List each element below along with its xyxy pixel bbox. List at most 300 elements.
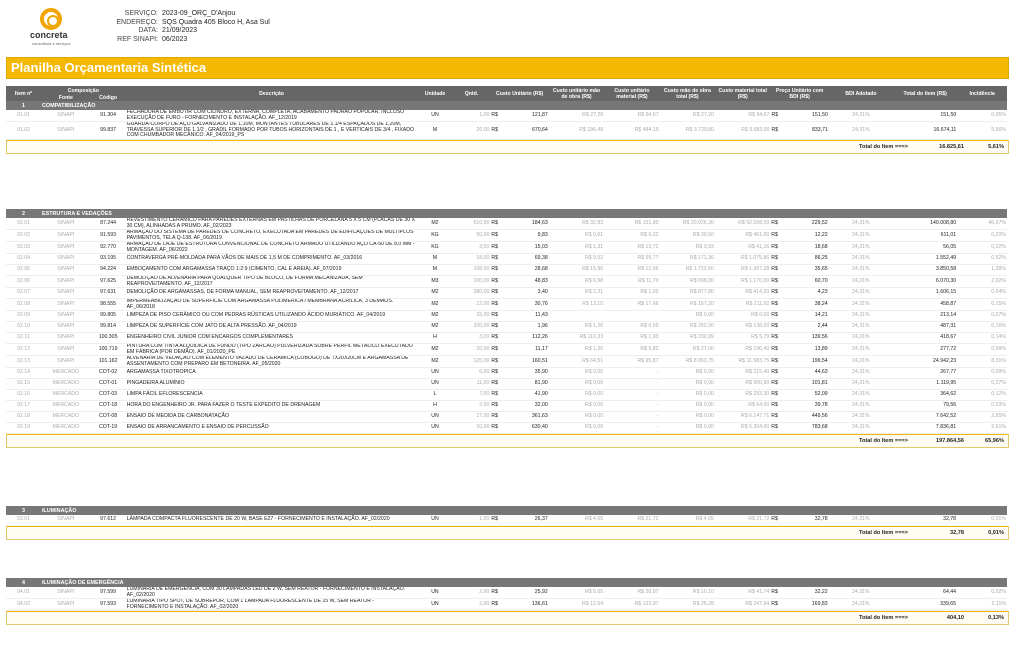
cell: 140.008,80 [893, 218, 957, 230]
cell: 02.01 [6, 218, 41, 230]
cell: ALVENARIA DE VEDAÇÃO COM ELEMENTO VAZADO DE CERÂMICA (COBOGÓ) DE 7X20X20CM E ARGAMASSA DE ASSENTAMENTO COM PREPARO EM BETONEIRA. AF_05/2020 [126, 356, 418, 368]
cell: M2 [417, 322, 452, 333]
cell: MERCADO [41, 390, 91, 401]
cell: R$ 12,66 [604, 265, 659, 276]
cell: 2,00 [452, 599, 490, 611]
cell: R$ 6.147,71 [715, 412, 770, 423]
cell: R$ 9.683,00 [715, 122, 770, 140]
cell: 1.606,15 [893, 288, 957, 299]
header-unid: Unidade [418, 86, 453, 101]
cell: 94.224 [91, 265, 126, 276]
cell: R$ 9,82 [604, 344, 659, 356]
cell: 86,25 [788, 254, 829, 265]
cell: UN [417, 412, 452, 423]
cell: M [417, 254, 452, 265]
cell: 11,43 [508, 311, 549, 322]
cell: 0,01% [957, 515, 1007, 526]
cell: 97.612 [91, 515, 126, 526]
cell: 99.837 [91, 122, 126, 140]
cell: R$ [490, 265, 508, 276]
cell: 97.631 [91, 288, 126, 299]
cell: 0,37% [957, 379, 1007, 390]
cell: R$ [490, 587, 508, 599]
cell: R$ [490, 218, 508, 230]
header-desc: Descrição [126, 86, 418, 101]
cell: SINAPI [41, 230, 91, 242]
cell: R$ 4,65 [660, 515, 715, 526]
cell: R$ 0,00 [660, 390, 715, 401]
cell: R$ [490, 344, 508, 356]
section-name: ILUMINAÇÃO [41, 506, 1007, 515]
cell: R$ [770, 242, 788, 254]
section-total-pct: 0,13% [988, 615, 1004, 621]
cell: 1.119,95 [893, 379, 957, 390]
meta-line [108, 19, 270, 28]
cell: R$ [770, 379, 788, 390]
table-row [6, 254, 1007, 265]
cell: SINAPI [41, 322, 91, 333]
cell: 15,03 [508, 242, 549, 254]
table-row [6, 276, 1007, 288]
logo-name: concreta [30, 30, 68, 40]
cell: PINTURA COM TINTA ALQUÍDICA DE FUNDO (TIPO ZARCÃO) PULVERIZADA SOBRE PERFIL METÁLICO EXECUTADO EM FÁBRICA (POR DEMÃO). AF_01/2020_PE [126, 344, 418, 356]
cell: PINGADEIRA ALUMÍNIO [126, 379, 418, 390]
cell: 7.836,81 [893, 423, 957, 434]
cell: R$ [490, 390, 508, 401]
cell: SINAPI [41, 110, 91, 122]
cell: 30,76 [508, 299, 549, 311]
cell: 24,31% [829, 311, 893, 322]
cell: 5,56% [957, 122, 1007, 140]
cell: R$ 157,20 [660, 299, 715, 311]
cell: 610,00 [452, 218, 490, 230]
cell: 98.555 [91, 299, 126, 311]
cell: 02.02 [6, 230, 41, 242]
cell: L [417, 390, 452, 401]
cell: COT-02 [91, 368, 126, 379]
table-row [6, 230, 1007, 242]
cell: SINAPI [41, 587, 91, 599]
cell: R$ 1.170,00 [715, 276, 770, 288]
cell: 121,87 [508, 110, 549, 122]
cell: 3,00 [452, 333, 490, 344]
cell: SINAPI [41, 218, 91, 230]
cell: 1,00 [453, 110, 491, 122]
cell: 1.552,49 [893, 254, 957, 265]
cell: R$ 293,30 [715, 390, 770, 401]
cell: 87.244 [91, 218, 126, 230]
cell: UN [417, 515, 452, 526]
cell: UN [417, 368, 452, 379]
cell: 0,05% [957, 110, 1007, 122]
section-number: 2 [6, 209, 41, 218]
cell: R$ 330,99 [660, 333, 715, 344]
cell: LÂMPADA COMPACTA FLUORESCENTE DE 20 W, BASE E27 - FORNECIMENTO E INSTALAÇÃO. AF_02/2020 [126, 515, 418, 526]
cell: 3.850,58 [893, 265, 957, 276]
cell: 25,92 [508, 587, 549, 599]
header-fonte: Fonte [41, 95, 91, 101]
cell: 32,22 [788, 587, 829, 599]
cell: R$ [490, 515, 508, 526]
cell: R$ 59,77 [604, 254, 659, 265]
cell: 139,56 [788, 333, 829, 344]
cell: 50,00 [452, 230, 490, 242]
cell: 44,63 [788, 368, 829, 379]
cell: - [604, 423, 659, 434]
cell: 0,03% [957, 401, 1007, 412]
cell: UN [418, 110, 453, 122]
cell: 52,09 [788, 390, 829, 401]
cell: R$ [770, 599, 788, 611]
cell: 02.09 [6, 311, 41, 322]
cell: LUMINÁRIA DE EMERGÊNCIA, COM 30 LÂMPADAS LED DE 2 W, SEM REATOR - FORNECIMENTO E INSTALAÇÃO. AF_02/2020 [126, 587, 418, 599]
cell: R$ [490, 110, 508, 122]
cell: 100.305 [91, 333, 126, 344]
cell: 0,52% [957, 254, 1007, 265]
table-row [6, 423, 1007, 434]
cell: MERCADO [41, 423, 91, 434]
cell: 630,40 [508, 423, 549, 434]
cell: 04.01 [6, 587, 41, 599]
cell: R$ [490, 254, 508, 265]
cell: M [417, 265, 452, 276]
cell: 3,00 [452, 242, 490, 254]
cell: 0,02% [957, 242, 1007, 254]
section-table [6, 209, 1007, 434]
cell: SINAPI [41, 599, 91, 611]
cell: 112,26 [508, 333, 549, 344]
cell: R$ 1,35 [549, 344, 604, 356]
cell: R$ [770, 110, 788, 122]
section-total-bar [6, 434, 1009, 448]
cell: 2,00 [452, 401, 490, 412]
cell: SINAPI [41, 242, 91, 254]
cell: H [417, 401, 452, 412]
cell: 02.07 [6, 288, 41, 299]
cell: COT-03 [91, 390, 126, 401]
cell: R$ 9,22 [604, 230, 659, 242]
table-row [6, 515, 1007, 526]
cell: R$ 6,98 [549, 276, 604, 288]
cell: R$ [490, 379, 508, 390]
section-group-row [6, 209, 1007, 218]
cell: R$ [490, 401, 508, 412]
cell: FECHADURA DE EMBUTIR COM CILINDRO, EXTERNA, COMPLETA, ACABAMENTO PADRÃO POPULAR, INCLUSO EXECUÇÃO DE FURO - FORNECIMENTO E INSTALAÇÃO. AF_12/2019 [126, 110, 418, 122]
cell: 169,83 [788, 599, 829, 611]
header-cu: Custo Unitário (R$) [490, 86, 548, 101]
cell: R$ 6.304,00 [715, 423, 770, 434]
cell: GUARDA-CORPO DE AÇO GALVANIZADO DE 1,10M, MONTANTES TUBULARES DE 1.1/4 ESPAÇADOS DE 1,20M, TRAVESSA SUPERIOR DE 1.1/2 , GRADIL FORMADO POR TUBOS HORIZONTAIS DE 1 , E VERTICAIS DE 3/4 , FIXADO COM CHUMBADOR MECÂNICO. AF_04/2019_PS [126, 122, 418, 140]
cell: R$ [490, 276, 508, 288]
cell: SINAPI [41, 356, 91, 368]
cell: 26,37 [508, 515, 549, 526]
cell: R$ 8.063,75 [660, 356, 715, 368]
cell: 46,67% [957, 218, 1007, 230]
cell: 7.642,52 [893, 412, 957, 423]
cell: R$ 2,31 [549, 288, 604, 299]
cell: COT-18 [91, 401, 126, 412]
logo-subtitle: consultoria e serviços [32, 41, 71, 46]
cell: H [417, 333, 452, 344]
cell: - [604, 401, 659, 412]
cell: 0,14% [957, 333, 1007, 344]
header-total: Total do item (R$) [893, 86, 957, 101]
cell: R$ 138,00 [715, 322, 770, 333]
cell: 24,31% [829, 356, 893, 368]
cell: 24,31% [829, 110, 893, 122]
table-row [6, 412, 1007, 423]
cell: R$ 3,93 [660, 242, 715, 254]
cell: 24,31% [829, 344, 893, 356]
cell: 100.719 [91, 344, 126, 356]
cell: R$ 1,26 [549, 322, 604, 333]
cell: 3,40 [508, 288, 549, 299]
cell: 2,02% [957, 276, 1007, 288]
cell: - [604, 390, 659, 401]
header-cmo: Custo mão de obra total (R$) [660, 86, 715, 101]
cell: 339,65 [893, 599, 957, 611]
table-row [6, 587, 1007, 599]
cell: EMBOÇAMENTO COM ARGAMASSA TRAÇO 1:2:9 (CIMENTO, CAL E AREIA). AF_07/2019 [126, 265, 418, 276]
cell: 02.13 [6, 356, 41, 368]
cell: SINAPI [41, 276, 91, 288]
cell: 16.674,11 [893, 122, 957, 140]
cell: 92.770 [91, 242, 126, 254]
cell: R$ 698,00 [660, 276, 715, 288]
cell: 24,31% [829, 333, 893, 344]
section-total-bar [6, 611, 1009, 625]
cell: R$ 123,97 [604, 599, 659, 611]
cell: R$ 12,64 [549, 599, 604, 611]
cell: 24,31% [829, 230, 893, 242]
table-header [6, 86, 1007, 101]
cell: ENSAIO DE MEDIDA DE CARBONATAÇÃO [126, 412, 418, 423]
cell: 24,31% [829, 515, 893, 526]
cell: 6,00 [452, 368, 490, 379]
cell: R$ 1.722,60 [660, 265, 715, 276]
cell: 101,81 [788, 379, 829, 390]
cell: 35,90 [508, 368, 549, 379]
cell: 418,67 [893, 333, 957, 344]
cell: 14,21 [788, 311, 829, 322]
cell: 611,01 [893, 230, 957, 242]
cell: 0,20% [957, 230, 1007, 242]
cell: 2,00 [452, 587, 490, 599]
table-row [6, 288, 1007, 299]
cell: SINAPI [41, 288, 91, 299]
table-row [6, 110, 1007, 122]
cell: R$ [770, 276, 788, 288]
cell: 12,00 [452, 299, 490, 311]
cell: 41,90 [508, 390, 549, 401]
cell: 02.06 [6, 276, 41, 288]
cell: 24,31% [829, 390, 893, 401]
cell: R$ [490, 122, 508, 140]
cell: 02.16 [6, 390, 41, 401]
cell: R$ [770, 322, 788, 333]
table-row [6, 322, 1007, 333]
cell: LIMPA FÁCIL EFLORESCENCIA [126, 390, 418, 401]
cell: 02.12 [6, 344, 41, 356]
cell: 6.070,30 [893, 276, 957, 288]
cell: R$ [770, 299, 788, 311]
cell: 56,05 [893, 242, 957, 254]
header-codigo: Código [91, 95, 126, 101]
cell: 1,28% [957, 265, 1007, 276]
cell: R$ [490, 311, 508, 322]
cell: M2 [417, 218, 452, 230]
cell: R$ 13,10 [549, 299, 604, 311]
cell: 7,00 [452, 390, 490, 401]
cell: 2,44 [788, 322, 829, 333]
cell: R$ [770, 515, 788, 526]
cell: 2,61% [957, 423, 1007, 434]
cell: 380,00 [452, 288, 490, 299]
cell: MERCADO [41, 401, 91, 412]
cell: 24,31% [829, 218, 893, 230]
cell: R$ 151,80 [604, 218, 659, 230]
table-row [6, 344, 1007, 356]
cell: UN [417, 423, 452, 434]
cell: 783,68 [788, 423, 829, 434]
cell: 151,50 [893, 110, 957, 122]
section-number: 3 [6, 506, 41, 515]
meta-value: 2023-09_ORÇ_D'Anjou [162, 10, 236, 17]
cell: R$ [490, 299, 508, 311]
table-row [6, 356, 1007, 368]
cell: R$ 0,00 [549, 412, 604, 423]
header-cumo: Custo unitário mão de obra (R$) [549, 86, 604, 101]
cell: SINAPI [41, 122, 91, 140]
cell: 97.625 [91, 276, 126, 288]
cell: R$ 27,00 [660, 344, 715, 356]
cell: 0,07% [957, 311, 1007, 322]
meta-label: ENDEREÇO: [116, 18, 158, 26]
cell: ARMAÇÃO DE LAJE DE ESTRUTURA CONVENCIONAL DE CONCRETO ARMADO UTILIZANDO AÇO CA-50 DE 8,0 MM - MONTAGEM. AF_06/2022 [126, 242, 418, 254]
cell: 101.162 [91, 356, 126, 368]
cell: HORA DO ENGENHEIRO JR. PARA FAZER O TESTE EXPEDITO DE DRENAGEM [126, 401, 418, 412]
cell: R$ 0,00 [660, 368, 715, 379]
cell: IMPERMEABILIZAÇÃO DE SUPERFÍCIE COM ARGAMASSA POLIMÉRICA / MEMBRANA ACRÍLICA, 3 DEMÃOS. AF_06/2018 [126, 299, 418, 311]
cell: 93.195 [91, 254, 126, 265]
cell: 60,70 [788, 276, 829, 288]
cell [549, 311, 604, 322]
cell: 02.05 [6, 265, 41, 276]
header-comp: Composição [41, 86, 126, 95]
cell: 35,65 [788, 265, 829, 276]
cell: 02.08 [6, 299, 41, 311]
section-table [6, 506, 1007, 526]
cell: 64,44 [893, 587, 957, 599]
cell: R$ 0,00 [660, 311, 715, 322]
section-3 [6, 506, 1007, 526]
document-header [0, 0, 1024, 50]
cell: 32,00 [508, 401, 549, 412]
section-name: COMPATIBILIZAÇÃO [41, 101, 1007, 110]
cell: 32,78 [788, 515, 829, 526]
cell: R$ 215,40 [715, 368, 770, 379]
cell: 0,54% [957, 288, 1007, 299]
meta-line [108, 36, 270, 45]
cell: R$ 247,94 [715, 599, 770, 611]
cell: R$ 0,00 [660, 412, 715, 423]
cell: SINAPI [41, 333, 91, 344]
meta-line [108, 10, 270, 19]
cell: 20,00 [453, 122, 491, 140]
section-total-value: 197.864,56 [936, 438, 964, 444]
cell: R$ 0,69 [604, 322, 659, 333]
cell: R$ 0,00 [549, 401, 604, 412]
cell: R$ 95,87 [604, 356, 659, 368]
cell: COT-01 [91, 379, 126, 390]
cell: 24,31% [829, 276, 893, 288]
cell: R$ [490, 412, 508, 423]
section-number: 4 [6, 578, 41, 587]
table-row [6, 599, 1007, 611]
cell: 91.593 [91, 230, 126, 242]
table-row [6, 368, 1007, 379]
cell: 18,68 [788, 242, 829, 254]
cell: 24,31% [829, 322, 893, 333]
cell: 199,54 [788, 356, 829, 368]
cell: 136,61 [508, 599, 549, 611]
cell: R$ 1,93 [604, 333, 659, 344]
cell: R$ [490, 322, 508, 333]
cell: 99.814 [91, 322, 126, 333]
cell: 32,78 [893, 515, 957, 526]
cell: R$ 484,15 [604, 122, 659, 140]
table-row [6, 265, 1007, 276]
cell: M3 [417, 276, 452, 288]
cell: R$ [490, 242, 508, 254]
cell: R$ 414,20 [715, 288, 770, 299]
cell: 11,17 [508, 344, 549, 356]
section-total-label: Total do Item ===> [858, 530, 908, 536]
cell: ARGAMASSA TIXOTROPICA [126, 368, 418, 379]
cell: R$ 32,83 [549, 218, 604, 230]
cell: 03.01 [6, 515, 41, 526]
cell: R$ 0,00 [660, 423, 715, 434]
cell: MERCADO [41, 379, 91, 390]
cell: R$ 0,00 [549, 368, 604, 379]
cell: R$ 94,67 [604, 110, 659, 122]
section-2 [6, 209, 1007, 434]
meta-value: 21/09/2023 [162, 27, 198, 34]
cell: 9,83 [508, 230, 549, 242]
cell: R$ 110,33 [549, 333, 604, 344]
cell: SINAPI [41, 311, 91, 322]
page-title: Planilha Orçamentaria Sintética [11, 60, 207, 75]
cell: M [418, 122, 453, 140]
cell: R$ [770, 311, 788, 322]
cell: 24,31% [829, 379, 893, 390]
cell: R$ 186,49 [549, 122, 604, 140]
cell: 458,87 [893, 299, 957, 311]
section-group-row [6, 101, 1007, 110]
header-inc: Incidência [957, 86, 1007, 101]
cell: LUMINÁRIA TIPO SPOT, DE SOBREPOR, COM 1 LÂMPADA FLUORESCENTE DE 15 W, SEM REATOR - FORNECIMENTO E INSTALAÇÃO. AF_02/2020 [126, 599, 418, 611]
cell: R$ [770, 288, 788, 299]
logo-mark-icon [40, 8, 62, 30]
cell: R$ 20.026,30 [660, 218, 715, 230]
cell [604, 311, 659, 322]
cell: 125,00 [452, 356, 490, 368]
page-title-bar [6, 57, 1009, 79]
cell: R$ 92.598,00 [715, 218, 770, 230]
company-logo [30, 8, 74, 48]
cell: SINAPI [41, 265, 91, 276]
section-1 [6, 86, 1007, 140]
